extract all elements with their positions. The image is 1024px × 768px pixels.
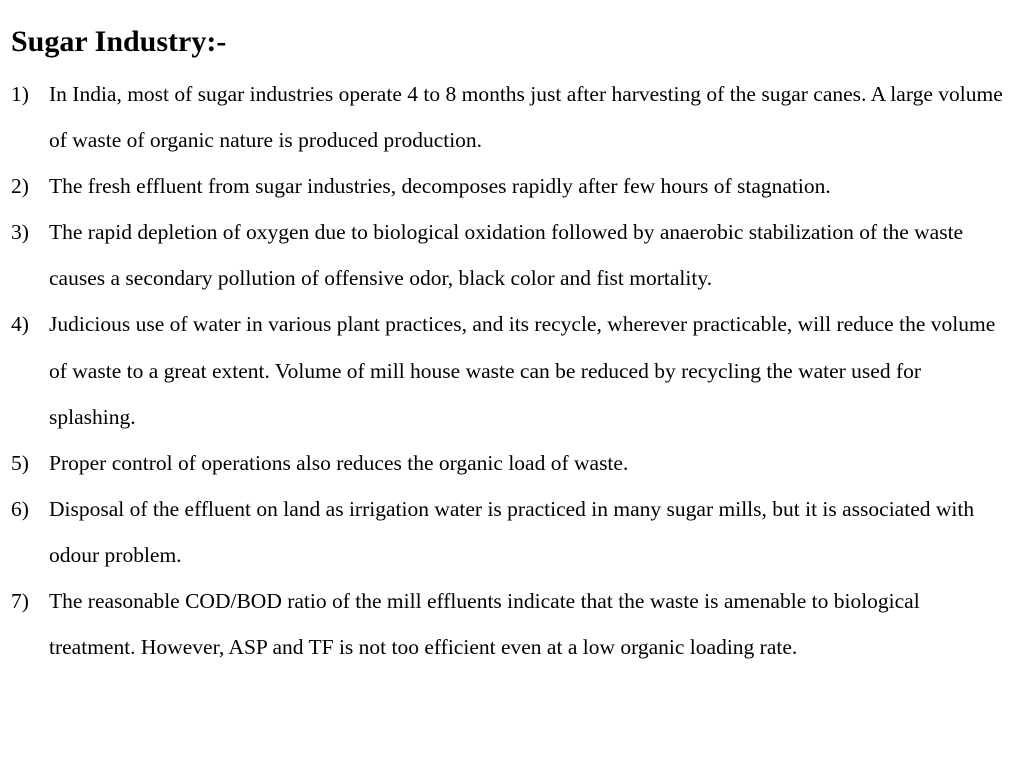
list-item-text: Judicious use of water in various plant practices, and its recycle, wherever practicable, will reduce the volume of waste to a great extent. Volume of mill house waste can be reduced by recycling the water used for splashing.	[49, 312, 996, 429]
list-item	[11, 71, 1011, 163]
numbered-list	[11, 71, 1011, 670]
list-item-number: 1)	[11, 82, 29, 106]
list-item	[11, 301, 1011, 439]
list-item-text: In India, most of sugar industries operate 4 to 8 months just after harvesting of the sugar canes. A large volume of waste of organic nature is produced production.	[49, 82, 1003, 153]
list-item	[11, 578, 1011, 670]
list-item	[11, 440, 1011, 486]
slide-title: Sugar Industry:-	[11, 25, 227, 58]
list-item-text: Disposal of the effluent on land as irrigation water is practiced in many sugar mills, but it is associated with odour problem.	[49, 496, 975, 567]
list-item-number: 3)	[11, 220, 29, 245]
list-item	[11, 163, 1011, 209]
list-item	[11, 486, 1011, 578]
list-item	[11, 209, 1011, 301]
list-item-text: The rapid depletion of oxygen due to biological oxidation followed by anaerobic stabilization of the waste causes a secondary pollution of offensive odor, black color and fist mortality.	[49, 220, 964, 291]
list-item-text: The reasonable COD/BOD ratio of the mill effluents indicate that the waste is amenable to biological treatment. However, ASP and TF is not too efficient even at a low organic loading rate.	[49, 589, 920, 660]
list-item-text: The fresh effluent from sugar industries, decomposes rapidly after few hours of stagnation.	[49, 174, 831, 199]
list-item-number: 7)	[11, 589, 29, 614]
list-item-number: 2)	[11, 174, 29, 199]
list-item-number: 6)	[11, 496, 29, 521]
list-item-number: 4)	[11, 312, 29, 337]
list-item-number: 5)	[11, 450, 29, 475]
list-item-text: Proper control of operations also reduces the organic load of waste.	[49, 450, 629, 475]
